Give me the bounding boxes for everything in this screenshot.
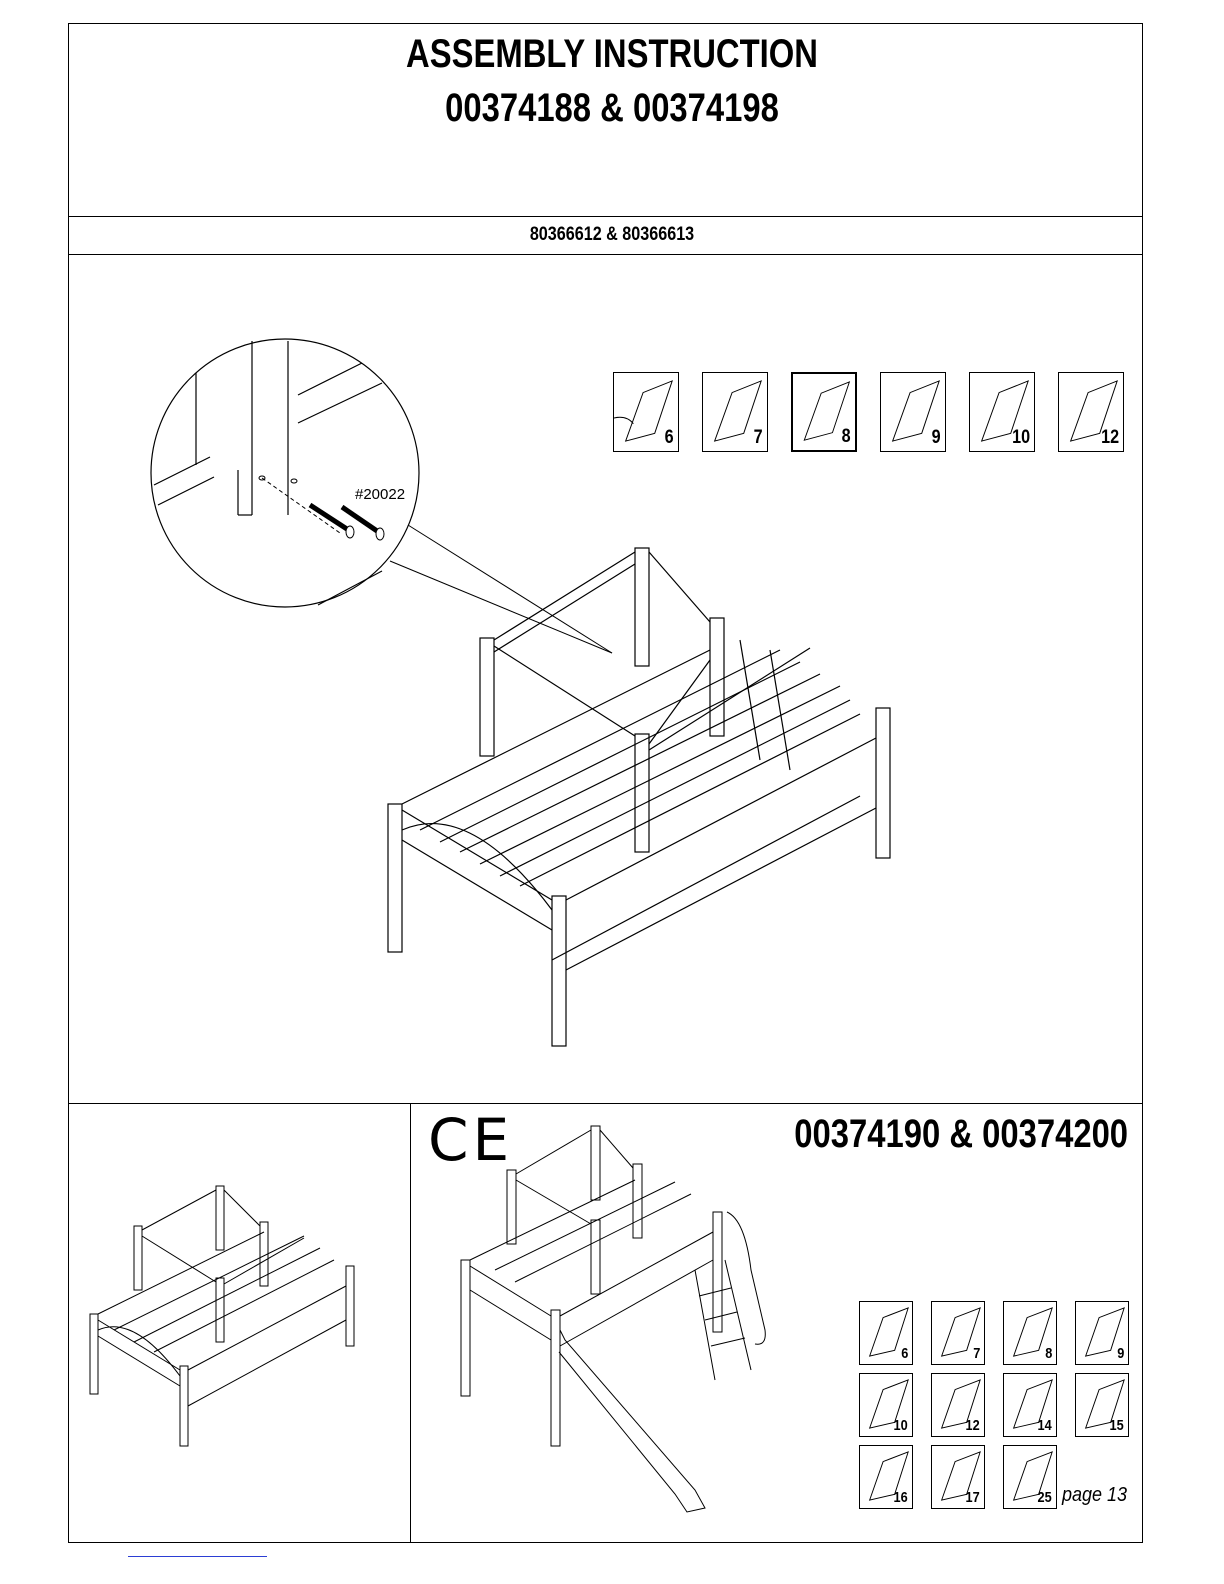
page-ref-number: 12 <box>965 1417 980 1434</box>
page-ref-number: 8 <box>1044 1345 1052 1362</box>
bed-with-slide-illustration <box>455 1120 785 1520</box>
model-numbers-title: 00374190 & 00374200 <box>794 1112 1128 1156</box>
page-ref-number: 25 <box>1037 1489 1052 1506</box>
page-ref-tile[interactable] <box>859 1445 913 1509</box>
page-ref-tile[interactable] <box>880 372 946 452</box>
page-ref-tile[interactable] <box>1075 1373 1129 1437</box>
page-ref-number: 9 <box>932 427 941 448</box>
page-ref-tile[interactable] <box>931 1445 985 1509</box>
bottom-section-divider <box>68 1103 1143 1104</box>
page-ref-tile[interactable] <box>1058 372 1124 452</box>
page-ref-number: 10 <box>1012 427 1030 448</box>
page-ref-tile[interactable] <box>1003 1373 1057 1437</box>
page-ref-number: 8 <box>842 426 851 447</box>
page-ref-number: 16 <box>893 1489 908 1506</box>
page-ref-number: 12 <box>1101 427 1119 448</box>
page-ref-tile[interactable] <box>931 1301 985 1365</box>
page-ref-tile[interactable] <box>1003 1445 1057 1509</box>
page-ref-tile[interactable] <box>859 1301 913 1365</box>
page-ref-number: 17 <box>965 1489 980 1506</box>
subtitle-divider <box>68 254 1143 255</box>
page-ref-number: 7 <box>754 427 763 448</box>
ce-mark: CE <box>428 1106 514 1174</box>
page-ref-tile[interactable] <box>859 1373 913 1437</box>
page-ref-tile[interactable] <box>969 372 1035 452</box>
page-ref-tile[interactable] <box>1003 1301 1057 1365</box>
page-ref-tile[interactable] <box>613 372 679 452</box>
page-ref-tile[interactable] <box>1075 1301 1129 1365</box>
page-number: page 13 <box>1062 1484 1128 1506</box>
doc-title-line1: ASSEMBLY INSTRUCTION <box>406 32 818 76</box>
footer-link-underline <box>128 1556 267 1557</box>
main-bed-illustration <box>380 540 900 1050</box>
page-ref-grid-top <box>613 372 1124 452</box>
header-divider <box>68 216 1143 217</box>
page-ref-number: 6 <box>900 1345 908 1362</box>
page-ref-number: 7 <box>972 1345 980 1362</box>
bottom-panel-divider <box>410 1103 411 1543</box>
page-ref-tile[interactable] <box>702 372 768 452</box>
page-ref-number: 14 <box>1037 1417 1052 1434</box>
page-ref-tile-selected[interactable] <box>791 372 857 452</box>
page-ref-number: 9 <box>1116 1345 1124 1362</box>
page-ref-grid-bottom <box>859 1301 1129 1509</box>
page-ref-number: 6 <box>665 427 674 448</box>
page-ref-number: 10 <box>893 1417 908 1434</box>
doc-title-line2: 00374188 & 00374198 <box>445 86 779 130</box>
page-ref-tile[interactable] <box>931 1373 985 1437</box>
page-ref-number: 15 <box>1109 1417 1124 1434</box>
screw-part-label: #20022 <box>355 486 406 503</box>
doc-subtitle: 80366612 & 80366613 <box>529 224 695 245</box>
small-bed-illustration <box>84 1180 374 1450</box>
